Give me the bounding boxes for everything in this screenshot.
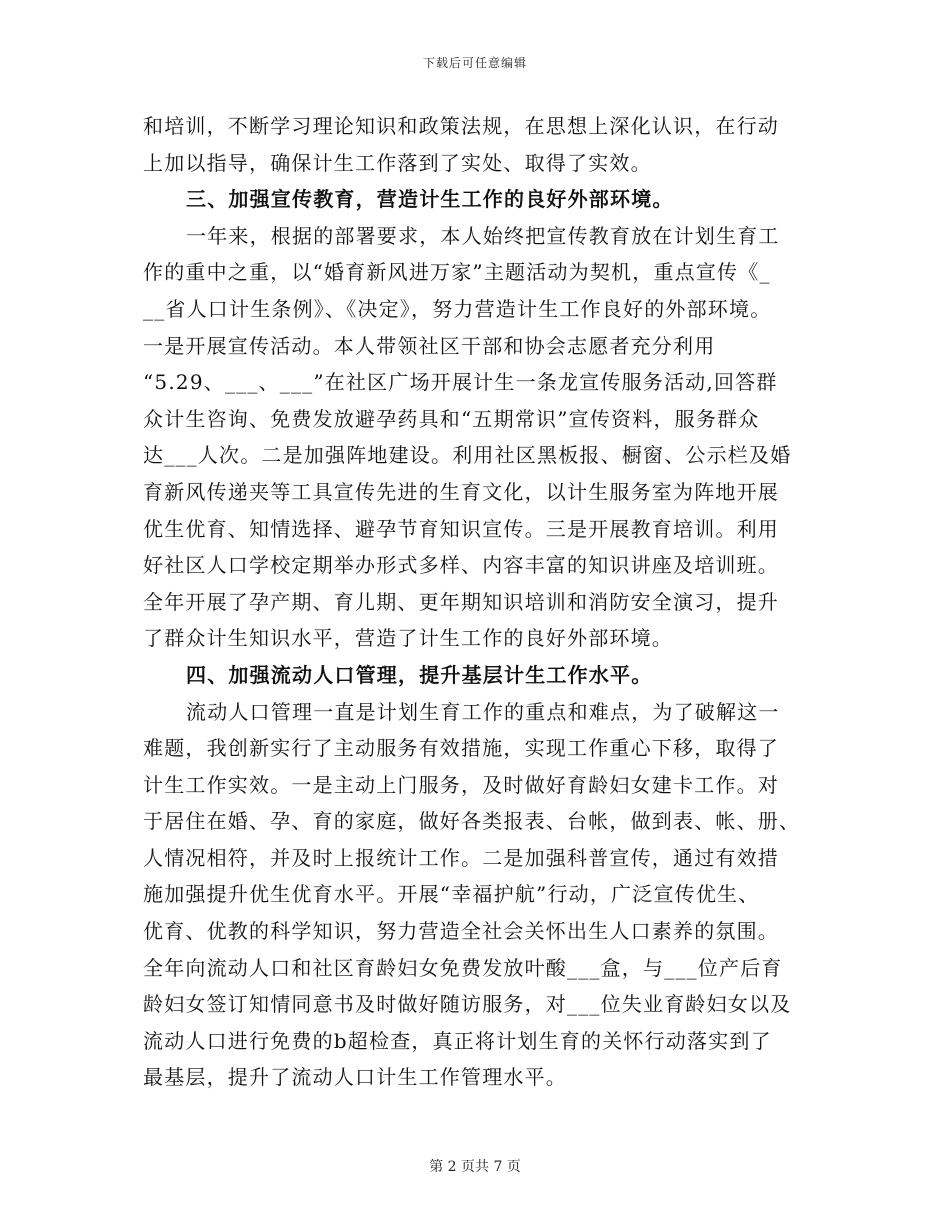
text-line: 众计生咨询、免费发放避孕药具和“五期常识”宣传资料，服务群众: [143, 406, 760, 431]
text-line: 育新风传递夹等工具宣传先进的生育文化，以计生服务室为阵地开展: [143, 479, 779, 504]
text-line: 优生优育、知情选择、避孕节育知识宣传。三是开展教育培训。利用: [143, 516, 779, 541]
text-line: 好社区人口学校定期举办形式多样、内容丰富的知识讲座及培训班。: [143, 553, 779, 578]
text-line: “5.29、___、___”在社区广场开展计生一条龙宣传服务活动,回答群: [143, 370, 778, 395]
text-line: 全年开展了孕产期、育儿期、更年期知识培训和消防安全演习，提升: [143, 589, 779, 614]
paragraph-first-line: 一年来，根据的部署要求，本人始终把宣传教育放在计划生育工: [186, 223, 780, 248]
text-line: 达___人次。二是加强阵地建设。利用社区黑板报、橱窗、公示栏及婚: [143, 443, 792, 468]
text-line: 上加以指导，确保计生工作落到了实处、取得了实效。: [143, 150, 652, 175]
page-number-footer: 第 2 页共 7 页: [429, 1159, 521, 1175]
text-line: 流动人口进行免费的b超检查，真正将计划生育的关怀行动落实到了: [143, 1028, 772, 1053]
text-line: 和培训，不断学习理论知识和政策法规，在思想上深化认识，在行动: [143, 114, 779, 138]
text-line: 龄妇女签订知情同意书及时做好随访服务，对___位失业育龄妇女以及: [143, 992, 792, 1017]
text-line: 难题，我创新实行了主动服务有效措施，实现工作重心下移，取得了: [143, 736, 779, 761]
section-heading: 四、加强流动人口管理，提升基层计生工作水平。: [186, 662, 653, 687]
text-line: 了群众计生知识水平，营造了计生工作的良好外部环境。: [143, 626, 673, 651]
text-line: 作的重中之重，以“婚育新风进万家”主题活动为契机，重点宣传《_: [143, 260, 771, 285]
paragraph-first-line: 流动人口管理一直是计划生育工作的重点和难点，为了破解这一: [186, 699, 780, 724]
text-line: 最基层，提升了流动人口计生工作管理水平。: [143, 1065, 567, 1090]
document-body: [143, 108, 808, 1096]
text-line: 优育、优教的科学知识，努力营造全社会关怀出生人口素养的氛围。: [143, 919, 779, 944]
text-line: 人情况相符，并及时上报统计工作。二是加强科普宣传，通过有效措: [143, 845, 779, 870]
text-line: __省人口计生条例》、《决定》，努力营造计生工作良好的外部环境。: [143, 296, 772, 321]
text-line: 计生工作实效。一是主动上门服务，及时做好育龄妇女建卡工作。对: [143, 772, 779, 797]
text-line: 于居住在婚、孕、育的家庭，做好各类报表、台帐，做到表、帐、册、: [143, 809, 801, 834]
page-header: 下载后可任意编辑: [422, 56, 527, 70]
text-line: 施加强提升优生优育水平。开展“幸福护航”行动，广泛宣传优生、: [143, 882, 760, 907]
section-heading: 三、加强宣传教育，营造计生工作的良好外部环境。: [186, 187, 674, 212]
text-line: 一是开展宣传活动。本人带领社区干部和协会志愿者充分利用: [143, 333, 716, 358]
text-line: 全年向流动人口和社区育龄妇女免费发放叶酸___盒，与___位产后育: [143, 955, 783, 980]
